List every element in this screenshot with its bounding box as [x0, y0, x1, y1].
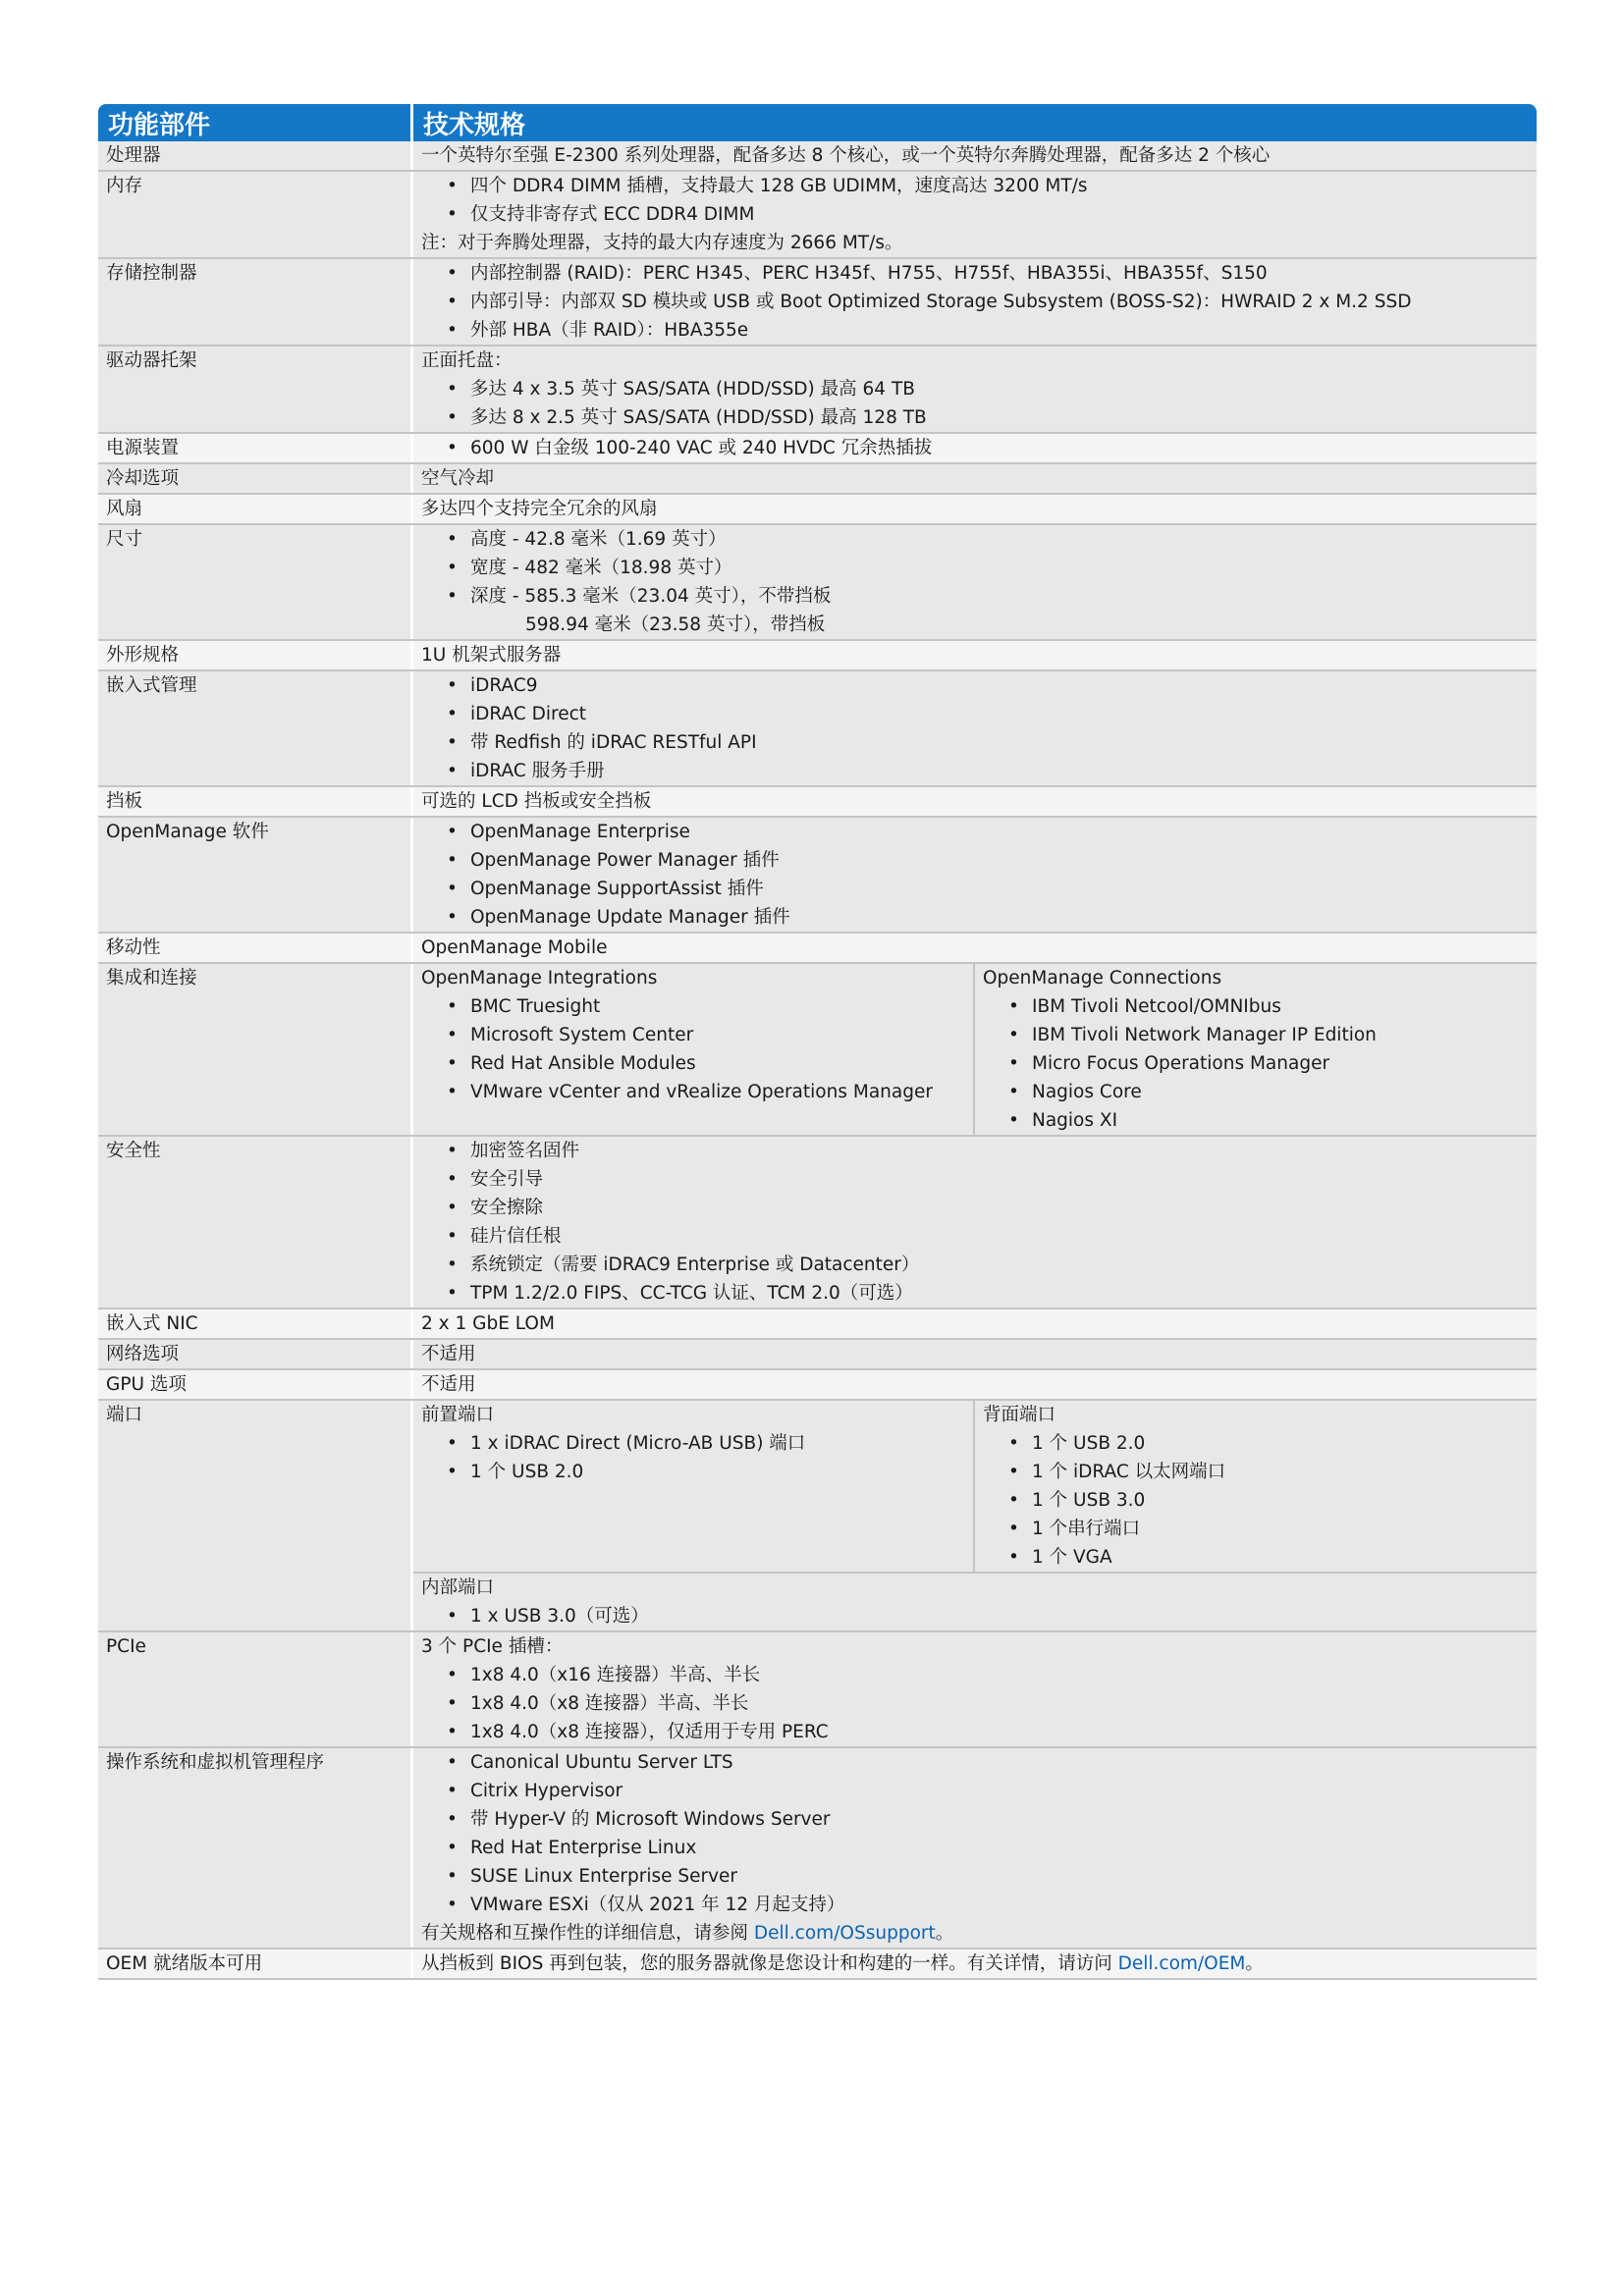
list-item: • Nagios XI — [983, 1106, 1529, 1135]
row-openmanage — [98, 818, 1537, 934]
row-value — [413, 1401, 1537, 1630]
row-label: 移动性 — [98, 934, 410, 962]
list-item: • OpenManage Enterprise — [421, 818, 1529, 846]
row-integrations — [98, 964, 1537, 1137]
list-item: • 宽度 - 482 毫米（18.98 英寸） — [421, 554, 1529, 582]
row-gpu — [98, 1370, 1537, 1401]
list-item: • OpenManage Power Manager 插件 — [421, 846, 1529, 875]
row-pcie — [98, 1632, 1537, 1748]
row-embedded-mgmt — [98, 671, 1537, 787]
row-nic — [98, 1309, 1537, 1340]
os-support-link[interactable]: Dell.com/OSsupport — [753, 1923, 936, 1944]
header-feature: 功能部件 — [98, 104, 410, 141]
row-value: 2 x 1 GbE LOM — [413, 1309, 1537, 1338]
list-item: • 深度 - 585.3 毫米（23.04 英寸），不带挡板 — [421, 582, 1529, 611]
row-label: 操作系统和虚拟机管理程序 — [98, 1748, 410, 1948]
oem-link[interactable]: Dell.com/OEM — [1117, 1953, 1246, 1974]
list-item: • TPM 1.2/2.0 FIPS、CC-TCG 认证、TCM 2.0（可选） — [421, 1279, 1529, 1308]
table-header — [98, 104, 1537, 141]
list-item: • 1x8 4.0（x8 连接器）半高、半长 — [421, 1689, 1529, 1718]
row-label: 处理器 — [98, 141, 410, 170]
row-fans — [98, 495, 1537, 525]
list-item: • 系统锁定（需要 iDRAC9 Enterprise 或 Datacenter） — [421, 1251, 1529, 1279]
list-item: • 1 个 iDRAC 以太网端口 — [983, 1458, 1529, 1486]
row-value — [413, 172, 1537, 257]
row-value: 1U 机架式服务器 — [413, 641, 1537, 669]
row-value — [413, 1137, 1537, 1308]
list-item: • 带 Redfish 的 iDRAC RESTful API — [421, 728, 1529, 757]
list-item: • 1 x USB 3.0（可选） — [421, 1602, 1529, 1630]
note-suffix: 。 — [935, 1923, 954, 1944]
list-item: • 1 个 VGA — [983, 1543, 1529, 1572]
row-value — [413, 964, 1537, 1135]
row-dimensions — [98, 525, 1537, 641]
row-label: 网络选项 — [98, 1340, 410, 1368]
row-label: 集成和连接 — [98, 964, 410, 1135]
row-value — [413, 1748, 1537, 1948]
list-item: • 内部引导：内部双 SD 模块或 USB 或 Boot Optimized Storage Subsystem (BOSS-S2)：HWRAID 2 x M.2 SSD — [421, 288, 1529, 316]
list-item: • 600 W 白金级 100-240 VAC 或 240 HVDC 冗余热插拔 — [421, 434, 1529, 462]
list-item: • Nagios Core — [983, 1078, 1529, 1106]
list-item: • iDRAC9 — [421, 671, 1529, 700]
list-item: • VMware ESXi（仅从 2021 年 12 月起支持） — [421, 1891, 1529, 1919]
list-item: • 多达 4 x 3.5 英寸 SAS/SATA (HDD/SSD) 最高 64 TB — [421, 375, 1529, 403]
row-label: OEM 就绪版本可用 — [98, 1949, 410, 1978]
row-form-factor — [98, 641, 1537, 671]
row-os — [98, 1748, 1537, 1949]
row-label: 冷却选项 — [98, 464, 410, 493]
row-value — [413, 1949, 1537, 1978]
list-item: • 1x8 4.0（x8 连接器），仅适用于专用 PERC — [421, 1718, 1529, 1746]
row-label: OpenManage 软件 — [98, 818, 410, 932]
spec-table — [98, 104, 1537, 1980]
list-item: • IBM Tivoli Network Manager IP Edition — [983, 1021, 1529, 1049]
row-cooling — [98, 464, 1537, 495]
list-item: • 安全引导 — [421, 1165, 1529, 1194]
row-value: 空气冷却 — [413, 464, 1537, 493]
intro-text: 3 个 PCIe 插槽： — [421, 1636, 564, 1657]
row-label: 嵌入式管理 — [98, 671, 410, 785]
list-item: • Microsoft System Center — [421, 1021, 965, 1049]
row-label: 尺寸 — [98, 525, 410, 639]
ports-top — [413, 1401, 1537, 1574]
row-psu — [98, 434, 1537, 464]
row-value: 可选的 LCD 挡板或安全挡板 — [413, 787, 1537, 816]
list-item: • VMware vCenter and vRealize Operations Manager — [421, 1078, 965, 1106]
list-item: • OpenManage Update Manager 插件 — [421, 903, 1529, 932]
list-item: • Red Hat Ansible Modules — [421, 1049, 965, 1078]
row-oem — [98, 1949, 1537, 1980]
row-security — [98, 1137, 1537, 1309]
header-spec: 技术规格 — [413, 104, 1537, 141]
row-value: 不适用 — [413, 1340, 1537, 1368]
list-item: • 1 个串行端口 — [983, 1515, 1529, 1543]
row-value — [413, 1632, 1537, 1746]
list-item: • 1 个 USB 2.0 — [421, 1458, 965, 1486]
row-network — [98, 1340, 1537, 1370]
list-item: • 硅片信任根 — [421, 1222, 1529, 1251]
row-label: PCIe — [98, 1632, 410, 1746]
row-label: 安全性 — [98, 1137, 410, 1308]
list-item: • SUSE Linux Enterprise Server — [421, 1862, 1529, 1891]
row-label: 存储控制器 — [98, 259, 410, 345]
column-title: OpenManage Integrations — [421, 968, 658, 988]
row-label: 端口 — [98, 1401, 410, 1630]
list-item: • 1x8 4.0（x16 连接器）半高、半长 — [421, 1661, 1529, 1689]
row-memory — [98, 172, 1537, 259]
note — [421, 1919, 1529, 1948]
list-item: • 带 Hyper-V 的 Microsoft Windows Server — [421, 1805, 1529, 1834]
row-value — [413, 347, 1537, 432]
list-item: • 仅支持非寄存式 ECC DDR4 DIMM — [421, 200, 1529, 229]
row-value — [413, 525, 1537, 639]
ports-split — [413, 1401, 1537, 1572]
continuation-text: 598.94 毫米（23.58 英寸），带挡板 — [525, 614, 826, 635]
column-title: OpenManage Connections — [983, 968, 1222, 988]
row-cpu — [98, 141, 1537, 172]
column-title: 背面端口 — [983, 1405, 1056, 1425]
row-bezel — [98, 787, 1537, 818]
front-ports-column — [413, 1401, 975, 1572]
row-value — [413, 259, 1537, 345]
list-item: • Micro Focus Operations Manager — [983, 1049, 1529, 1078]
row-value: 一个英特尔至强 E-2300 系列处理器，配备多达 8 个核心，或一个英特尔奔腾处理器，配备多达 2 个核心 — [413, 141, 1537, 170]
row-label: 挡板 — [98, 787, 410, 816]
list-item: • 1 x iDRAC Direct (Micro-AB USB) 端口 — [421, 1429, 965, 1458]
list-item: • Canonical Ubuntu Server LTS — [421, 1748, 1529, 1777]
integrations-column — [413, 964, 975, 1135]
list-item: • 内部控制器 (RAID)：PERC H345、PERC H345f、H755、H755f、HBA355i、HBA355f、S150 — [421, 259, 1529, 288]
row-value — [413, 671, 1537, 785]
list-item: • 高度 - 42.8 毫米（1.69 英寸） — [421, 525, 1529, 554]
row-label: 电源装置 — [98, 434, 410, 462]
row-value — [413, 818, 1537, 932]
list-item: • Red Hat Enterprise Linux — [421, 1834, 1529, 1862]
note-text: 有关规格和互操作性的详细信息，请参阅 — [421, 1923, 754, 1944]
row-label: 驱动器托架 — [98, 347, 410, 432]
row-value: OpenManage Mobile — [413, 934, 1537, 962]
row-value — [413, 434, 1537, 462]
row-label: 外形规格 — [98, 641, 410, 669]
list-item: • 外部 HBA（非 RAID）：HBA355e — [421, 316, 1529, 345]
list-item: • IBM Tivoli Netcool/OMNIbus — [983, 992, 1529, 1021]
row-mobility — [98, 934, 1537, 964]
row-label: GPU 选项 — [98, 1370, 410, 1399]
row-storage — [98, 259, 1537, 347]
row-value: 不适用 — [413, 1370, 1537, 1399]
list-item: • 安全擦除 — [421, 1194, 1529, 1222]
oem-text: 从挡板到 BIOS 再到包装，您的服务器就像是您设计和构建的一样。有关详情，请访问 — [421, 1953, 1118, 1974]
list-item: • 多达 8 x 2.5 英寸 SAS/SATA (HDD/SSD) 最高 128 TB — [421, 403, 1529, 432]
row-drive-bays — [98, 347, 1537, 434]
rear-ports-column — [975, 1401, 1537, 1572]
intro-text: 正面托盘： — [421, 350, 513, 371]
list-item: • iDRAC 服务手册 — [421, 757, 1529, 785]
connections-column — [975, 964, 1537, 1135]
internal-ports — [413, 1574, 1537, 1630]
list-item: • OpenManage SupportAssist 插件 — [421, 875, 1529, 903]
list-item: • 四个 DDR4 DIMM 插槽，支持最大 128 GB UDIMM，速度高达 3200 MT/s — [421, 172, 1529, 200]
list-item: • 1 个 USB 2.0 — [983, 1429, 1529, 1458]
oem-suffix: 。 — [1245, 1953, 1264, 1974]
column-title: 内部端口 — [421, 1577, 495, 1598]
row-label: 内存 — [98, 172, 410, 257]
list-item: • 1 个 USB 3.0 — [983, 1486, 1529, 1515]
row-label: 风扇 — [98, 495, 410, 523]
row-value: 多达四个支持完全冗余的风扇 — [413, 495, 1537, 523]
column-title: 前置端口 — [421, 1405, 495, 1425]
list-item: • BMC Truesight — [421, 992, 965, 1021]
list-item: • iDRAC Direct — [421, 700, 1529, 728]
row-label: 嵌入式 NIC — [98, 1309, 410, 1338]
list-item: • Citrix Hypervisor — [421, 1777, 1529, 1805]
row-ports — [98, 1401, 1537, 1632]
note: 注：对于奔腾处理器，支持的最大内存速度为 2666 MT/s。 — [421, 233, 903, 253]
list-item: • 加密签名固件 — [421, 1137, 1529, 1165]
